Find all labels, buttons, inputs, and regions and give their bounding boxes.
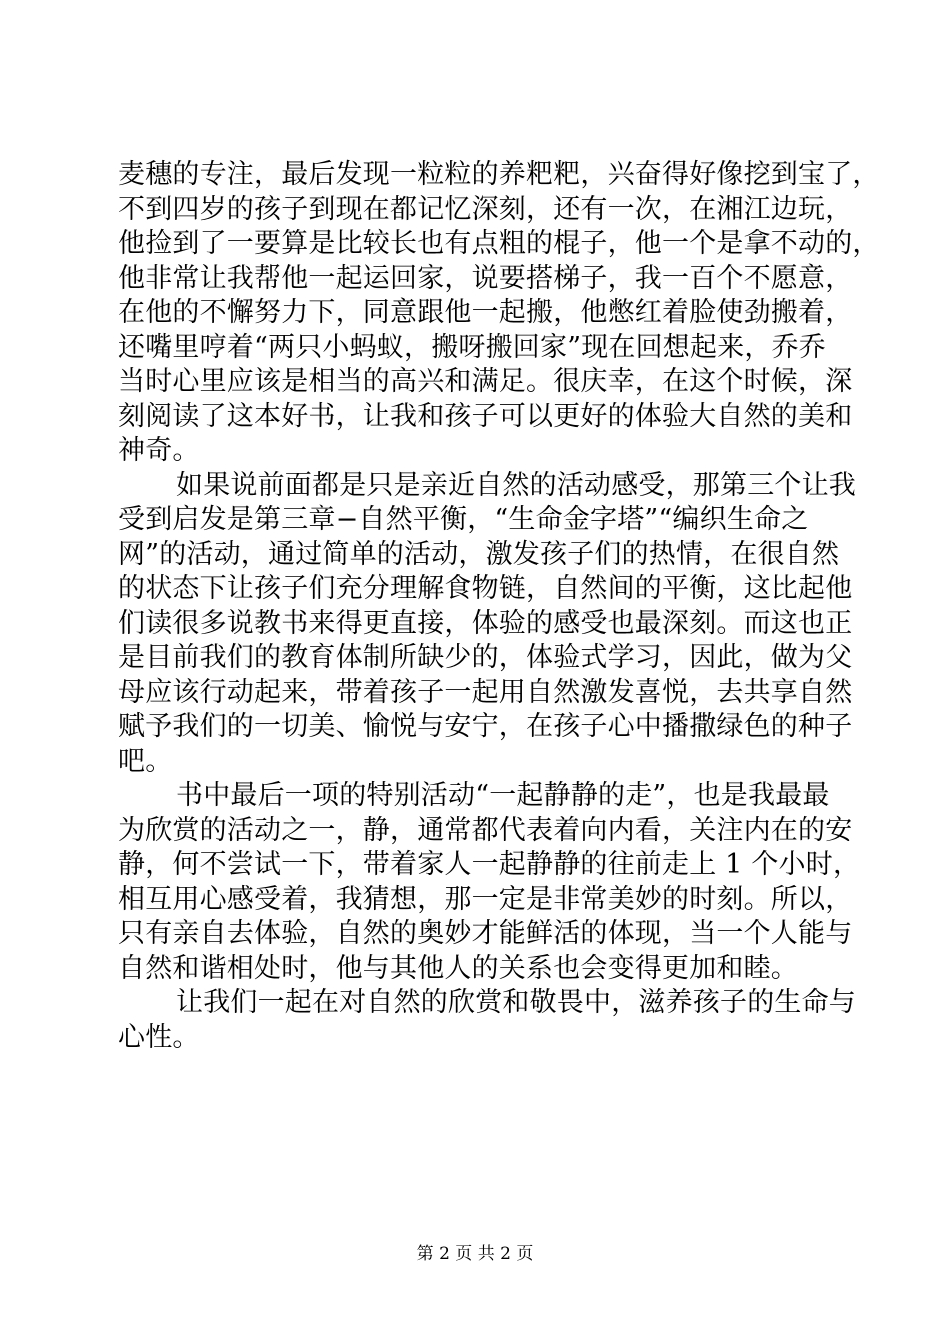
text-line: 他非常让我帮他一起运回家，说要搭梯子，我一百个不愿意， xyxy=(118,262,853,294)
text-line: 相互用心感受着，我猜想，那一定是非常美妙的时刻。所以， xyxy=(118,883,853,915)
text-line: 不到四岁的孩子到现在都记忆深刻，还有一次，在湘江边玩， xyxy=(118,193,853,225)
body-text xyxy=(118,158,880,1055)
text-line: 赋予我们的一切美、愉悦与安宁，在孩子心中播撒绿色的种子 xyxy=(118,711,853,742)
text-line: 的状态下让孩子们充分理解食物链，自然间的平衡，这比起他 xyxy=(118,573,853,604)
text-line: 还嘴里哼着“两只小蚂蚁，搬呀搬回家”现在回想起来，乔乔 xyxy=(118,331,827,363)
text-line: 为欣赏的活动之一，静，通常都代表着向内看，关注内在的安 xyxy=(118,814,853,846)
text-line: 母应该行动起来，带着孩子一起用自然激发喜悦，去共享自然 xyxy=(118,676,853,708)
text-line: 他捡到了一要算是比较长也有点粗的棍子，他一个是拿不动的， xyxy=(118,228,880,259)
text-line: 吧。 xyxy=(118,745,173,777)
text-line: 当时心里应该是相当的高兴和满足。很庆幸，在这个时候，深 xyxy=(118,366,853,397)
text-line: 在他的不懈努力下，同意跟他一起搬，他憋红着脸使劲搬着， xyxy=(118,297,853,328)
paragraph-start-line: 书中最后一项的特别活动“一起静静的走”，也是我最最 xyxy=(176,780,830,811)
text-line: 神奇。 xyxy=(118,435,200,466)
text-line: 麦穗的专注，最后发现一粒粒的养粑粑，兴奋得好像挖到宝了， xyxy=(118,159,880,190)
text-line: 自然和谐相处时，他与其他人的关系也会变得更加和睦。 xyxy=(118,952,798,984)
text-line: 静，何不尝试一下，带着家人一起静静的往前走上 1 个小时， xyxy=(118,849,861,880)
text-line: 网”的活动，通过简单的活动，激发孩子们的热情，在很自然 xyxy=(118,538,840,570)
text-line: 刻阅读了这本好书，让我和孩子可以更好的体验大自然的美和 xyxy=(118,400,853,432)
text-line: 只有亲自去体验，自然的奥妙才能鲜活的体现，当一个人能与 xyxy=(118,918,853,949)
page-number-footer: 第 2 页 共 2 页 xyxy=(416,1244,534,1264)
text-line: 是目前我们的教育体制所缺少的，体验式学习，因此，做为父 xyxy=(118,642,853,673)
text-line: 们读很多说教书来得更直接，体验的感受也最深刻。而这也正 xyxy=(118,607,853,639)
text-line: 受到启发是第三章−自然平衡，“生命金字塔”“编织生命之 xyxy=(118,504,809,535)
text-line: 心性。 xyxy=(118,1021,200,1053)
paragraph-start-line: 如果说前面都是只是亲近自然的活动感受，那第三个让我 xyxy=(176,469,856,501)
paragraph-start-line: 让我们一起在对自然的欣赏和敬畏中，滋养孩子的生命与 xyxy=(176,987,856,1018)
